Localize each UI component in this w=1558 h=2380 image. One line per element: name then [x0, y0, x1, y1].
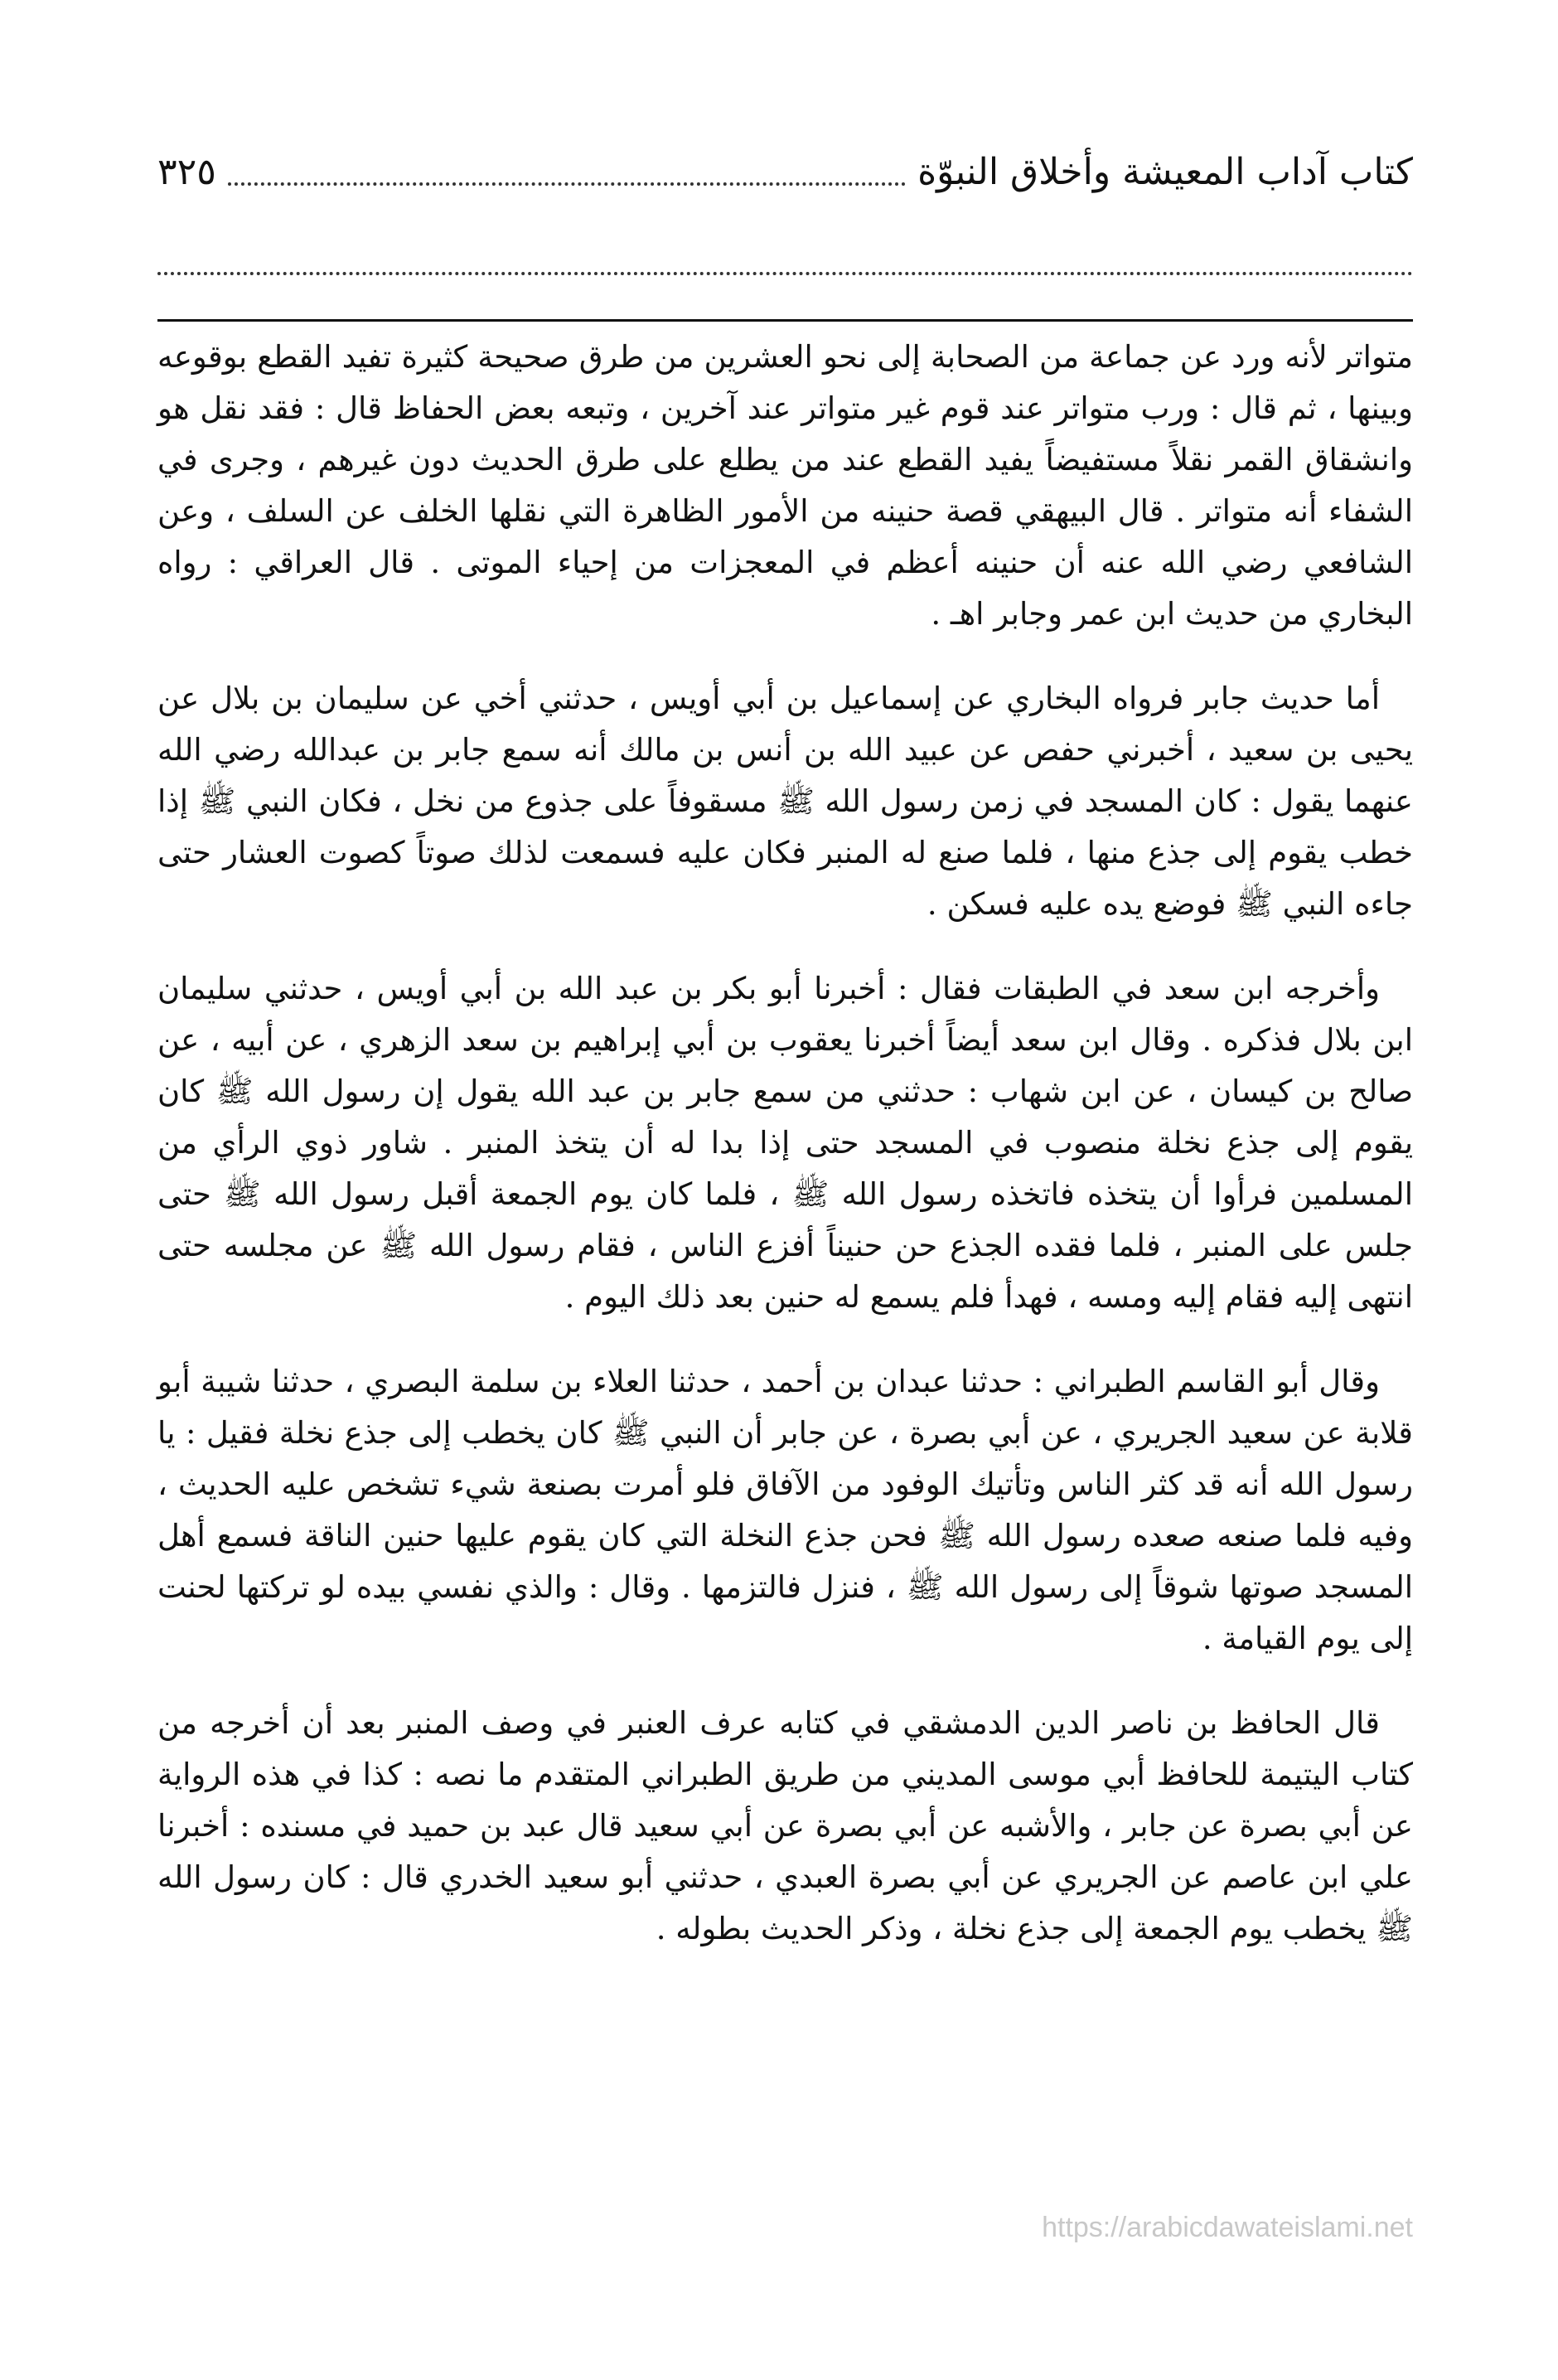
dotted-divider: [157, 272, 1413, 275]
page-number: ٣٢٥: [157, 151, 216, 193]
header-dot-leader: [228, 182, 906, 186]
header-title: كتاب آداب المعيشة وأخلاق النبوّة: [917, 151, 1413, 193]
paragraph-4: وقال أبو القاسم الطبراني : حدثنا عبدان بن أحمد ، حدثنا العلاء بن سلمة البصري ، حدثنا شيبة أبو قلابة عن سعيد الجريري ، عن أبي بصرة ، عن جابر أن النبي ﷺ كان يخطب إلى جذع نخلة فقيل : يا رسول الله أنه قد كثر الناس وتأتيك الوفود من الآفاق فلو أمرت بصنعة شيء تشخص عليه الحديث ، وفيه فلما صنعه صعده رسول الله ﷺ فحن جذع النخلة التي كان يقوم عليها حنين الناقة فسمع أهل المسجد صوتها شوقاً إلى رسول الله ﷺ ، فنزل فالتزمها . وقال : والذي نفسي بيده لو تركتها لحنت إلى يوم القيامة .: [157, 1364, 1413, 1656]
watermark-url: https://arabicdawateislami.net: [1042, 2212, 1413, 2243]
body-text: [157, 332, 1413, 1955]
running-header: [157, 124, 1413, 191]
paragraph-3: وأخرجه ابن سعد في الطبقات فقال : أخبرنا أبو بكر بن عبد الله بن أبي أويس ، حدثني سليمان ابن بلال فذكره . وقال ابن سعد أيضاً أخبرنا يعقوب بن أبي إبراهيم بن سعد الزهري ، عن أبيه ، عن صالح بن كيسان ، عن ابن شهاب : حدثني من سمع جابر بن عبد الله يقول إن رسول الله ﷺ كان يقوم إلى جذع نخلة منصوب في المسجد حتى إذا بدا له أن يتخذ المنبر . شاور ذوي الرأي من المسلمين فرأوا أن يتخذه فاتخذه رسول الله ﷺ ، فلما كان يوم الجمعة أقبل رسول الله ﷺ حتى جلس على المنبر ، فلما فقده الجذع حن حنيناً أفزع الناس ، فقام رسول الله ﷺ عن مجلسه حتى انتهى إليه فقام إليه ومسه ، فهدأ فلم يسمع له حنين بعد ذلك اليوم .: [157, 971, 1413, 1315]
paragraph-5: قال الحافظ بن ناصر الدين الدمشقي في كتابه عرف العنبر في وصف المنبر بعد أن أخرجه من كتاب اليتيمة للحافظ أبي موسى المديني من طريق الطبراني المتقدم ما نصه : كذا في هذه الرواية عن أبي بصرة عن جابر ، والأشبه عن أبي بصرة عن أبي سعيد قال عبد بن حميد في مسنده : أخبرنا علي ابن عاصم عن الجريري عن أبي بصرة العبدي ، حدثني أبو سعيد الخدري قال : كان رسول الله ﷺ يخطب يوم الجمعة إلى جذع نخلة ، وذكر الحديث بطوله .: [157, 1705, 1413, 1946]
paragraph-1: متواتر لأنه ورد عن جماعة من الصحابة إلى نحو العشرين من طرق صحيحة كثيرة تفيد القطع بوقوعه وبينها ، ثم قال : ورب متواتر عند قوم غير متواتر عند آخرين ، وتبعه بعض الحفاظ قال : فقد نقل هو وانشقاق القمر نقلاً مستفيضاً يفيد القطع عند من يطلع على طرق الحديث دون غيرهم ، وجرى في الشفاء أنه متواتر . قال البيهقي قصة حنينه من الأمور الظاهرة التي نقلها الخلف عن السلف ، وعن الشافعي رضي الله عنه أن حنينه أعظم في المعجزات من إحياء الموتى . قال العراقي : رواه البخاري من حديث ابن عمر وجابر اهـ .: [157, 339, 1413, 632]
paragraph-2: أما حديث جابر فرواه البخاري عن إسماعيل بن أبي أويس ، حدثني أخي عن سليمان بن بلال عن يحيى بن سعيد ، أخبرني حفص عن عبيد الله بن أنس بن مالك أنه سمع جابر بن عبدالله رضي الله عنهما يقول : كان المسجد في زمن رسول الله ﷺ مسقوفاً على جذوع من نخل ، فكان النبي ﷺ إذا خطب يقوم إلى جذع منها ، فلما صنع له المنبر فكان عليه فسمعت لذلك صوتاً كصوت العشار حتى جاءه النبي ﷺ فوضع يده عليه فسكن .: [157, 681, 1413, 922]
solid-divider: [157, 319, 1413, 322]
